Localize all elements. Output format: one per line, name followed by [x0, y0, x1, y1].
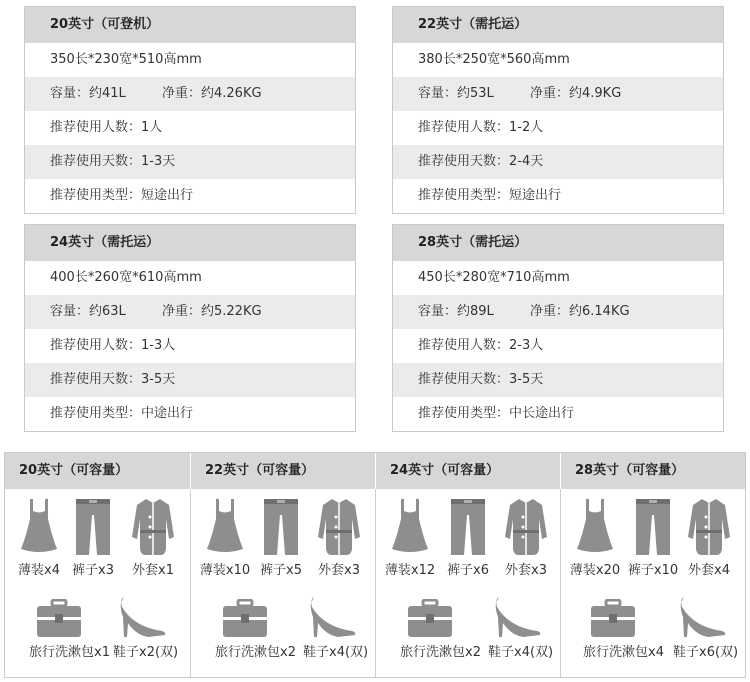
spec-card-24 — [24, 224, 356, 432]
toiletry-bag-icon — [588, 599, 638, 639]
spec-capacity: 容量：约89L — [418, 304, 494, 319]
dress-item — [195, 497, 255, 578]
spec-size: 450长*280宽*710高mm — [418, 270, 570, 285]
pants-count: 裤子x6 — [447, 563, 489, 578]
pants-item — [438, 497, 498, 578]
spec-days: 推荐使用天数：2-4天 — [393, 145, 723, 179]
capacity-table — [4, 452, 746, 678]
shoes-item — [303, 595, 369, 660]
capacity-column-20 — [5, 453, 190, 677]
capacity-header: 24英寸（可容量） — [376, 453, 560, 489]
spec-people: 推荐使用人数：2-3人 — [418, 338, 544, 353]
coat-icon — [131, 497, 175, 557]
coat-item — [496, 497, 556, 578]
coat-icon — [317, 497, 361, 557]
spec-capacity: 容量：约63L — [50, 304, 126, 319]
spec-capacity-weight — [393, 295, 723, 329]
spec-people: 推荐使用人数：1人 — [50, 120, 163, 135]
spec-card-28 — [392, 224, 724, 432]
shoes-count: 鞋子x4(双) — [488, 645, 554, 660]
spec-people: 推荐使用人数：1-2人 — [418, 120, 544, 135]
coat-item — [123, 497, 183, 578]
high-heel-icon — [308, 595, 358, 639]
toiletry-bag-item — [400, 599, 481, 660]
spec-header: 24英寸（需托运） — [25, 225, 355, 261]
pants-count: 裤子x5 — [260, 563, 302, 578]
dress-icon — [390, 497, 430, 557]
spec-capacity-weight — [25, 295, 355, 329]
spec-type: 推荐使用类型：短途出行 — [50, 188, 194, 203]
dress-item — [565, 497, 625, 578]
capacity-column-24 — [376, 453, 560, 677]
capacity-header: 28英寸（可容量） — [561, 453, 745, 489]
spec-weight: 净重：约4.26KG — [162, 86, 262, 101]
dress-count: 薄装x4 — [18, 563, 60, 578]
dress-count: 薄装x10 — [199, 563, 251, 578]
coat-icon — [687, 497, 731, 557]
pants-icon — [261, 497, 301, 557]
spec-type: 推荐使用类型：中长途出行 — [418, 406, 575, 421]
capacity-header: 20英寸（可容量） — [5, 453, 190, 489]
dress-icon — [205, 497, 245, 557]
spec-type: 推荐使用类型：短途出行 — [418, 188, 562, 203]
pants-item — [63, 497, 123, 578]
spec-capacity: 容量：约53L — [418, 86, 494, 101]
toiletry-bag-item — [29, 599, 110, 660]
toiletry-bag-count: 旅行洗漱包x4 — [583, 645, 664, 660]
toiletry-bag-icon — [405, 599, 455, 639]
pants-item — [251, 497, 311, 578]
high-heel-icon — [493, 595, 543, 639]
spec-size: 350长*230宽*510高mm — [50, 52, 202, 67]
coat-count: 外套x4 — [688, 563, 730, 578]
high-heel-icon — [118, 595, 168, 639]
dress-count: 薄装x20 — [569, 563, 621, 578]
toiletry-bag-count: 旅行洗漱包x1 — [29, 645, 110, 660]
shoes-count: 鞋子x4(双) — [303, 645, 369, 660]
toiletry-bag-icon — [220, 599, 270, 639]
shoes-count: 鞋子x6(双) — [673, 645, 739, 660]
toiletry-bag-item — [583, 599, 664, 660]
pants-count: 裤子x10 — [627, 563, 679, 578]
pants-icon — [448, 497, 488, 557]
shoes-count: 鞋子x2(双) — [113, 645, 179, 660]
spec-weight: 净重：约6.14KG — [530, 304, 630, 319]
shoes-item — [488, 595, 554, 660]
high-heel-icon — [678, 595, 728, 639]
pants-icon — [73, 497, 113, 557]
spec-header: 20英寸（可登机） — [25, 7, 355, 43]
toiletry-bag-icon — [34, 599, 84, 639]
dress-icon — [19, 497, 59, 557]
spec-people: 推荐使用人数：1-3人 — [50, 338, 176, 353]
shoes-item — [113, 595, 179, 660]
spec-days: 推荐使用天数：3-5天 — [393, 363, 723, 397]
spec-header: 22英寸（需托运） — [393, 7, 723, 43]
spec-size: 380长*250宽*560高mm — [418, 52, 570, 67]
dress-item — [9, 497, 69, 578]
spec-capacity: 容量：约41L — [50, 86, 126, 101]
shoes-item — [673, 595, 739, 660]
spec-card-22 — [392, 6, 724, 214]
dress-icon — [575, 497, 615, 557]
coat-icon — [504, 497, 548, 557]
spec-capacity-weight — [393, 77, 723, 111]
spec-days: 推荐使用天数：3-5天 — [25, 363, 355, 397]
pants-icon — [633, 497, 673, 557]
toiletry-bag-count: 旅行洗漱包x2 — [400, 645, 481, 660]
dress-count: 薄装x12 — [384, 563, 436, 578]
coat-item — [309, 497, 369, 578]
capacity-column-28 — [561, 453, 745, 677]
pants-count: 裤子x3 — [72, 563, 114, 578]
coat-count: 外套x1 — [132, 563, 174, 578]
toiletry-bag-item — [215, 599, 296, 660]
spec-weight: 净重：约5.22KG — [162, 304, 262, 319]
toiletry-bag-count: 旅行洗漱包x2 — [215, 645, 296, 660]
pants-item — [623, 497, 683, 578]
coat-count: 外套x3 — [505, 563, 547, 578]
spec-days: 推荐使用天数：1-3天 — [25, 145, 355, 179]
capacity-header: 22英寸（可容量） — [191, 453, 375, 489]
spec-type: 推荐使用类型：中途出行 — [50, 406, 194, 421]
coat-count: 外套x3 — [318, 563, 360, 578]
dress-item — [380, 497, 440, 578]
capacity-column-22 — [191, 453, 375, 677]
spec-capacity-weight — [25, 77, 355, 111]
coat-item — [679, 497, 739, 578]
spec-header: 28英寸（需托运） — [393, 225, 723, 261]
spec-card-20 — [24, 6, 356, 214]
spec-weight: 净重：约4.9KG — [530, 86, 622, 101]
spec-size: 400长*260宽*610高mm — [50, 270, 202, 285]
